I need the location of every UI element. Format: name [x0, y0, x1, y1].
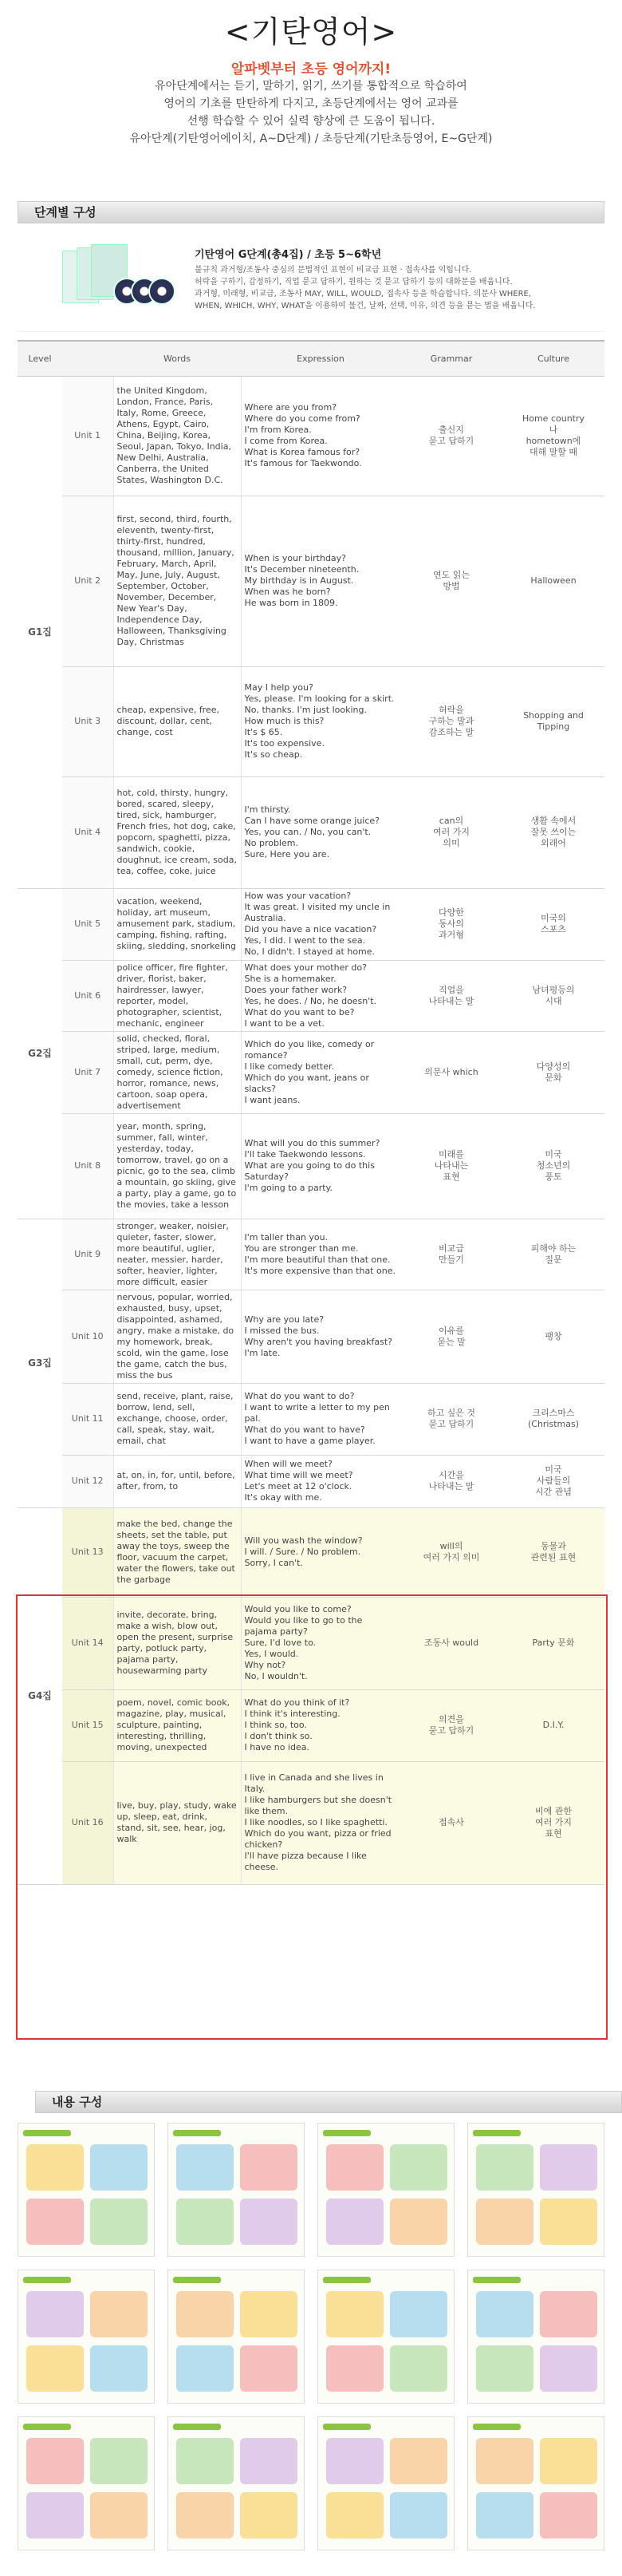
expression-cell: I'm thirsty. Can I have some orange juice? Yes, you can. / No, you can't. No problem. Sure, Here you are.	[241, 776, 400, 888]
page-preview-image	[167, 2416, 305, 2550]
culture-cell: 다양성의 문화	[502, 1031, 604, 1113]
page-preview-image	[317, 2123, 455, 2257]
expression-cell: I'm taller than you. You are stronger than me. I'm more beautiful than that one. It's more expensive than that one.	[241, 1219, 400, 1290]
words-cell: first, second, third, fourth, eleventh, twenty-first, thirty-first, hundred, thousand, million, January, February, March, April, May, June, July, August, September, October, November, December, New Year's Day, Independence Day, Halloween, Thanksgiving Day, Christmas	[113, 496, 241, 666]
expression-cell: Will you wash the window? I will. / Sure. / No problem. Sorry, I can't.	[241, 1507, 400, 1597]
grammar-cell: can의 여러 가지 의미	[400, 776, 502, 888]
book-info	[195, 246, 601, 312]
book-desc-line: 허락을 구하기, 감정하기, 직업 묻고 답하기, 원하는 것 묻고 답하기 등의 대화문을 배웁니다.	[195, 278, 513, 286]
expression-cell: What does your mother do? She is a homemaker. Does your father work? Yes, he does. / No, he doesn't. What do you want to be? I want to be a vet.	[241, 960, 400, 1031]
book-desc-line: 과거형, 미래형, 비교급, 조동사 MAY, WILL, WOULD, 접속사 등을 학습합니다. 의문사 WHERE,	[195, 290, 532, 298]
table-row	[18, 1113, 604, 1219]
grammar-cell: 시간을 나타내는 말	[400, 1455, 502, 1507]
expression-cell: Why are you late? I missed the bus. Why aren't you having breakfast? I'm late.	[241, 1290, 400, 1383]
culture-cell: 팽창	[502, 1290, 604, 1383]
unit-cell: Unit 4	[62, 776, 113, 888]
words-cell: solid, checked, floral, striped, large, medium, small, cut, perm, dye, comedy, science fiction, horror, romance, news, cartoon, soap opera, advertisement	[113, 1031, 241, 1113]
words-cell: year, month, spring, summer, fall, winter, yesterday, today, tomorrow, travel, go on a picnic, go to the sea, climb a mountain, go skiing, give a party, play a game, go to the movies, take a lesson	[113, 1113, 241, 1219]
page-preview-image	[317, 2416, 455, 2550]
words-cell: send, receive, plant, raise, borrow, lend, sell, exchange, choose, order, call, speak, stay, wait, email, chat	[113, 1383, 241, 1455]
col-unit	[62, 341, 113, 376]
grammar-cell: 비교급 만들기	[400, 1219, 502, 1290]
col-culture: Culture	[502, 341, 604, 376]
culture-cell: 생활 속에서 잘못 쓰이는 외래어	[502, 776, 604, 888]
page-preview-image	[167, 2270, 305, 2404]
expression-cell: When will we meet? What time will we meet? Let's meet at 12 o'clock. It's okay with me.	[241, 1455, 400, 1507]
col-expression: Expression	[241, 341, 400, 376]
unit-cell: Unit 7	[62, 1031, 113, 1113]
table-row	[18, 888, 604, 960]
page-preview-image	[317, 2270, 455, 2404]
culture-cell: Home country 나 hometown에 대해 말할 때	[502, 376, 604, 496]
words-cell: make the bed, change the sheets, set the table, put away the toys, sweep the floor, vacuum the carpet, water the flowers, take out the garbage	[113, 1507, 241, 1597]
unit-cell: Unit 2	[62, 496, 113, 666]
table-row	[18, 666, 604, 776]
page-preview-image	[467, 2416, 604, 2550]
content-thumbnails	[18, 2123, 604, 2563]
grammar-cell: 출신지 묻고 답하기	[400, 376, 502, 496]
unit-cell: Unit 9	[62, 1219, 113, 1290]
expression-cell: May I help you? Yes, please. I'm looking for a skirt. No, thanks. I'm just looking. How much is this? It's $ 65. It's too expensive. It's so cheap.	[241, 666, 400, 776]
culture-cell: 미국 청소년의 풍토	[502, 1113, 604, 1219]
culture-cell: 남녀평등의 시대	[502, 960, 604, 1031]
culture-cell: 비에 관한 여러 가지 표현	[502, 1761, 604, 1884]
thumbnail-row	[18, 2416, 604, 2550]
table-row	[18, 1507, 604, 1597]
words-cell: the United Kingdom, London, France, Paris, Italy, Rome, Greece, Athens, Egypt, Cairo, China, Beijing, Korea, Seoul, Japan, Tokyo, India, New Delhi, Australia, Canberra, the United States, Washington D.C.	[113, 376, 241, 496]
culture-cell: 동물과 관련된 표현	[502, 1507, 604, 1597]
thumbnail-row	[18, 2270, 604, 2404]
table-row	[18, 776, 604, 888]
intro-line: 선행 학습할 수 있어 실력 향상에 큰 도움이 됩니다.	[187, 115, 435, 128]
words-cell: at, on, in, for, until, before, after, from, to	[113, 1455, 241, 1507]
expression-cell: Would you like to come? Would you like to go to the pajama party? Sure, I'd love to. Yes, I would. Why not? No, I wouldn't.	[241, 1597, 400, 1689]
culture-cell: 미국의 스포츠	[502, 888, 604, 960]
culture-cell: D.I.Y.	[502, 1689, 604, 1761]
culture-cell: Party 문화	[502, 1597, 604, 1689]
words-cell: invite, decorate, bring, make a wish, blow out, open the present, surprise party, potluck party, pajama party, housewarming party	[113, 1597, 241, 1689]
culture-cell: 피해야 하는 질문	[502, 1219, 604, 1290]
unit-cell: Unit 8	[62, 1113, 113, 1219]
grammar-cell: 직업을 나타내는 말	[400, 960, 502, 1031]
col-grammar: Grammar	[400, 341, 502, 376]
intro-line: 영어의 기초를 탄탄하게 다지고, 초등단계에서는 영어 교과를	[163, 97, 459, 110]
words-cell: vacation, weekend, holiday, art museum, amusement park, stadium, camping, fishing, rafting, skiing, sledding, snorkeling	[113, 888, 241, 960]
words-cell: live, buy, play, study, wake up, sleep, eat, drink, stand, sit, see, hear, jog, walk	[113, 1761, 241, 1884]
table-row	[18, 1383, 604, 1455]
table-header-row	[18, 341, 604, 376]
level-cell: G3집	[18, 1219, 62, 1507]
words-cell: stronger, weaker, noisier, quieter, faster, slower, more beautiful, uglier, neater, messier, harder, softer, heavier, lighter, more difficult, easier	[113, 1219, 241, 1290]
table-row	[18, 1219, 604, 1290]
page-preview-image	[18, 2416, 155, 2550]
culture-cell: Shopping and Tipping	[502, 666, 604, 776]
grammar-cell: 미래를 나타내는 표현	[400, 1113, 502, 1219]
page-preview-image	[467, 2123, 604, 2257]
grammar-cell: will의 여러 가지 의미	[400, 1507, 502, 1597]
words-cell: cheap, expensive, free, discount, dollar, cent, change, cost	[113, 666, 241, 776]
culture-cell: 미국 사람들의 시간 관념	[502, 1455, 604, 1507]
grammar-cell: 허락을 구하는 말과 감조하는 말	[400, 666, 502, 776]
expression-cell: Where are you from? Where do you come from? I'm from Korea. I come from Korea. What is Korea famous for? It's famous for Taekwondo.	[241, 376, 400, 496]
page-preview-image	[18, 2123, 155, 2257]
header	[0, 0, 622, 201]
table-row	[18, 960, 604, 1031]
table-row	[18, 1455, 604, 1507]
intro-line: 유아단계에서는 듣기, 말하기, 읽기, 쓰기를 통합적으로 학습하여	[155, 80, 467, 93]
grammar-cell: 다양한 동사의 과거형	[400, 888, 502, 960]
grammar-cell: 이유를 묻는 말	[400, 1290, 502, 1383]
table-row	[18, 1290, 604, 1383]
grammar-cell: 접속사	[400, 1761, 502, 1884]
unit-cell: Unit 3	[62, 666, 113, 776]
expression-cell: Which do you like, comedy or romance? I like comedy better. Which do you want, jeans or slacks? I want jeans.	[241, 1031, 400, 1113]
intro-line: 유아단계(기탄영어에이치, A~D단계) / 초등단계(기탄초등영어, E~G단계)	[129, 132, 493, 145]
unit-cell: Unit 16	[62, 1761, 113, 1884]
page-preview-image	[167, 2123, 305, 2257]
expression-cell: What will you do this summer? I'll take Taekwondo lessons. What are you going to do this Saturday? I'm going to a party.	[241, 1113, 400, 1219]
grammar-cell: 조동사 would	[400, 1597, 502, 1689]
table-row	[18, 496, 604, 666]
section-title-levels: 단계별 구성	[18, 201, 604, 223]
page-preview-image	[18, 2270, 155, 2404]
g4-highlight-box	[16, 1594, 608, 2040]
col-words: Words	[113, 341, 241, 376]
unit-cell: Unit 12	[62, 1455, 113, 1507]
thumbnail-row	[18, 2123, 604, 2257]
unit-cell: Unit 10	[62, 1290, 113, 1383]
book-title: 기탄영어 G단계(총4집) / 초등 5~6학년	[195, 249, 382, 261]
expression-cell: What do you want to do? I want to write a letter to my pen pal. What do you want to have? I want to have a game player.	[241, 1383, 400, 1455]
level-cell: G2집	[18, 888, 62, 1219]
table-row	[18, 1031, 604, 1113]
unit-cell: Unit 5	[62, 888, 113, 960]
culture-cell: 크리스마스 (Christmas)	[502, 1383, 604, 1455]
page-preview-image	[467, 2270, 604, 2404]
book-summary	[18, 238, 604, 332]
words-cell: poem, novel, comic book, magazine, play, musical, sculpture, painting, interesting, thrilling, moving, unexpected	[113, 1689, 241, 1761]
expression-cell: I live in Canada and she lives in Italy. I like hamburgers but she doesn't like them. I like noodles, so I like spaghetti. Which do you want, pizza or fried chicken? I'll have pizza because I like cheese.	[241, 1761, 400, 1884]
culture-cell: Halloween	[502, 496, 604, 666]
unit-cell: Unit 1	[62, 376, 113, 496]
grammar-cell: 연도 읽는 방법	[400, 496, 502, 666]
words-cell: hot, cold, thirsty, hungry, bored, scared, sleepy, tired, sick, hamburger, French fries, hot dog, cake, popcorn, spaghetti, pizza, sandwich, cookie, doughnut, ice cream, soda, tea, coffee, coke, juice	[113, 776, 241, 888]
book-cover-image	[62, 243, 182, 322]
book-desc-line: 불규칙 과거형/조동사 중심의 문법적인 표현이 비교급 표현 · 접속사를 익힙니다.	[195, 266, 472, 275]
expression-cell: When is your birthday? It's December nineteenth. My birthday is in August. When was he born? He was born in 1809.	[241, 496, 400, 666]
words-cell: nervous, popular, worried, exhausted, busy, upset, disappointed, ashamed, angry, make a mistake, do my homework, break, scold, win the game, lose the game, catch the bus, miss the bus	[113, 1290, 241, 1383]
expression-cell: How was your vacation? It was great. I visited my uncle in Australia. Did you have a nice vacation? Yes, I did. I went to the sea. No, I didn't. I stayed at home.	[241, 888, 400, 960]
book-desc-line: WHEN, WHICH, WHY, WHAT을 이용하여 물건, 날짜, 선택, 이유, 의견 등을 묻는 법을 배웁니다.	[195, 302, 536, 310]
unit-cell: Unit 14	[62, 1597, 113, 1689]
page-subtitle: 알파벳부터 초등 영어까지!	[230, 61, 392, 77]
words-cell: police officer, fire fighter, driver, florist, baker, hairdresser, lawyer, reporter, model, photographer, scientist, mechanic, engineer	[113, 960, 241, 1031]
grammar-cell: 하고 싶은 것 묻고 답하기	[400, 1383, 502, 1455]
unit-cell: Unit 15	[62, 1689, 113, 1761]
grammar-cell: 의문사 which	[400, 1031, 502, 1113]
section-title-contents: 내용 구성	[35, 2091, 622, 2113]
level-cell: G4집	[18, 1507, 62, 1884]
expression-cell: What do you think of it? I think it's interesting. I think so, too. I don't think so. I have no idea.	[241, 1689, 400, 1761]
table-row	[18, 376, 604, 496]
grammar-cell: 의견을 묻고 답하기	[400, 1689, 502, 1761]
level-cell: G1집	[18, 376, 62, 888]
unit-cell: Unit 11	[62, 1383, 113, 1455]
unit-cell: Unit 13	[62, 1507, 113, 1597]
col-level: Level	[18, 341, 62, 376]
unit-cell: Unit 6	[62, 960, 113, 1031]
page-title: <기탄영어>	[224, 14, 398, 49]
